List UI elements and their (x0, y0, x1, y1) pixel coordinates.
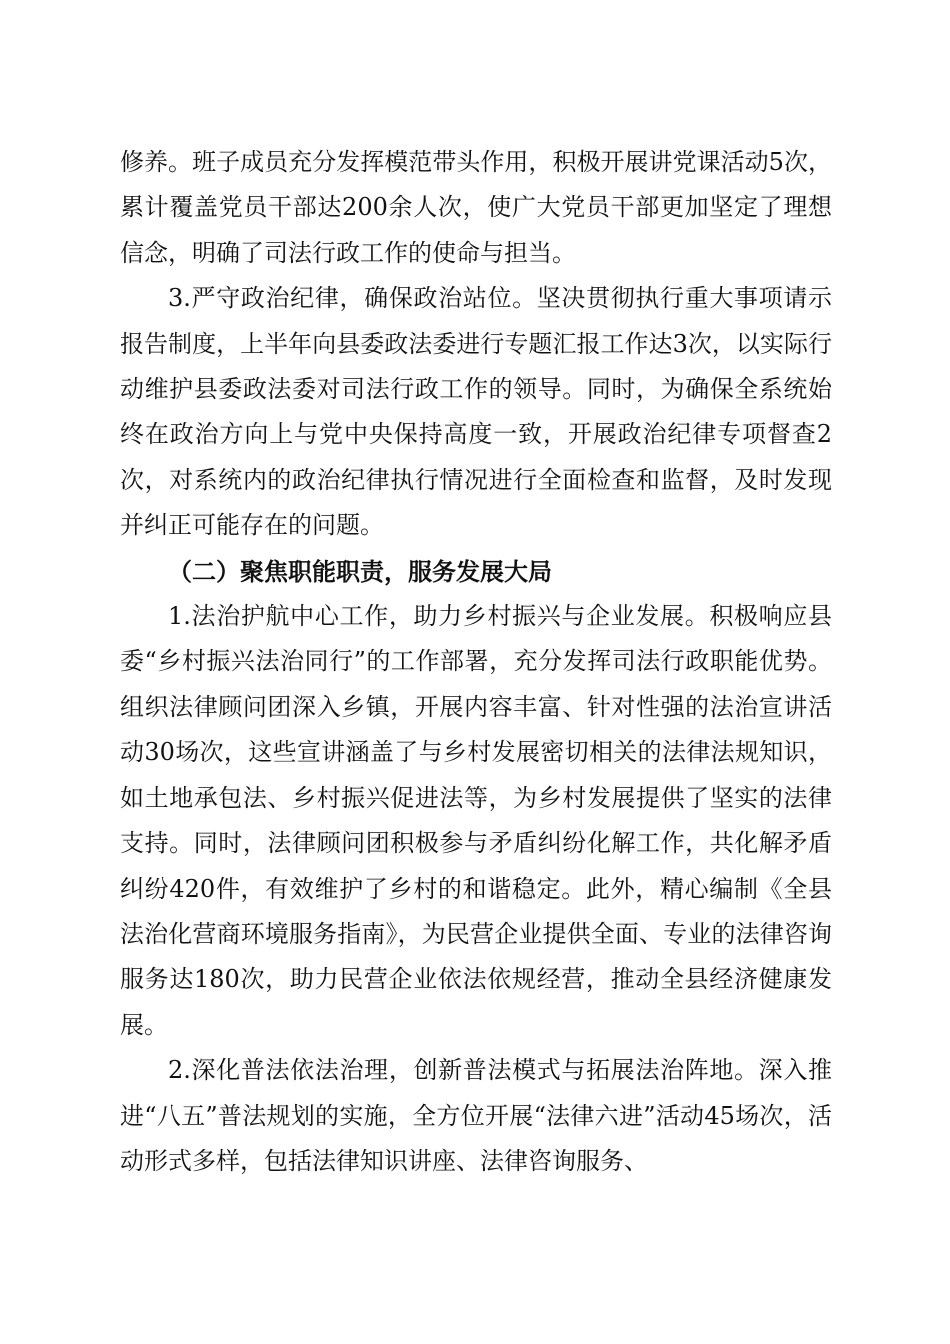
paragraph-rule-of-law-service: 1.法治护航中心工作，助力乡村振兴与企业发展。积极响应县委“乡村振兴法治同行”的工作部署，充分发挥司法行政职能优势。组织法律顾问团深入乡镇，开展内容丰富、针对性强的法治宣讲活动30场次，这些宣讲涵盖了与乡村发展密切相关的法律法规知识，如土地承包法、乡村振兴促进法等，为乡村发展提供了坚实的法律支持。同时，法律顾问团积极参与矛盾纠纷化解工作，共化解矛盾纠纷420件，有效维护了乡村的和谐稳定。此外，精心编制《全县法治化营商环境服务指南》，为民营企业提供全面、专业的法律咨询服务达180次，助力民营企业依法依规经营，推动全县经济健康发展。 (120, 602, 832, 1039)
section-heading: （二）聚焦职能职责，服务发展大局 (168, 556, 552, 586)
paragraph-continuation: 修养。班子成员充分发挥模范带头作用，积极开展讲党课活动5次，累计覆盖党员干部达200余人次，使广大党员干部更加坚定了理想信念，明确了司法行政工作的使命与担当。 (120, 148, 832, 267)
paragraph-political-discipline: 3.严守政治纪律，确保政治站位。坚决贯彻执行重大事项请示报告制度，上半年向县委政法委进行专题汇报工作达3次，以实际行动维护县委政法委对司法行政工作的领导。同时，为确保全系统始终在政治方向上与党中央保持高度一致，开展政治纪律专项督查2次，对系统内的政治纪律执行情况进行全面检查和监督，及时发现并纠正可能存在的问题。 (120, 284, 832, 540)
document-body (120, 140, 832, 1184)
paragraph-legal-education: 2.深化普法依法治理，创新普法模式与拓展法治阵地。深入推进“八五”普法规划的实施，全方位开展“法律六进”活动45场次，活动形式多样，包括法律知识讲座、法律咨询服务、 (120, 1056, 832, 1175)
